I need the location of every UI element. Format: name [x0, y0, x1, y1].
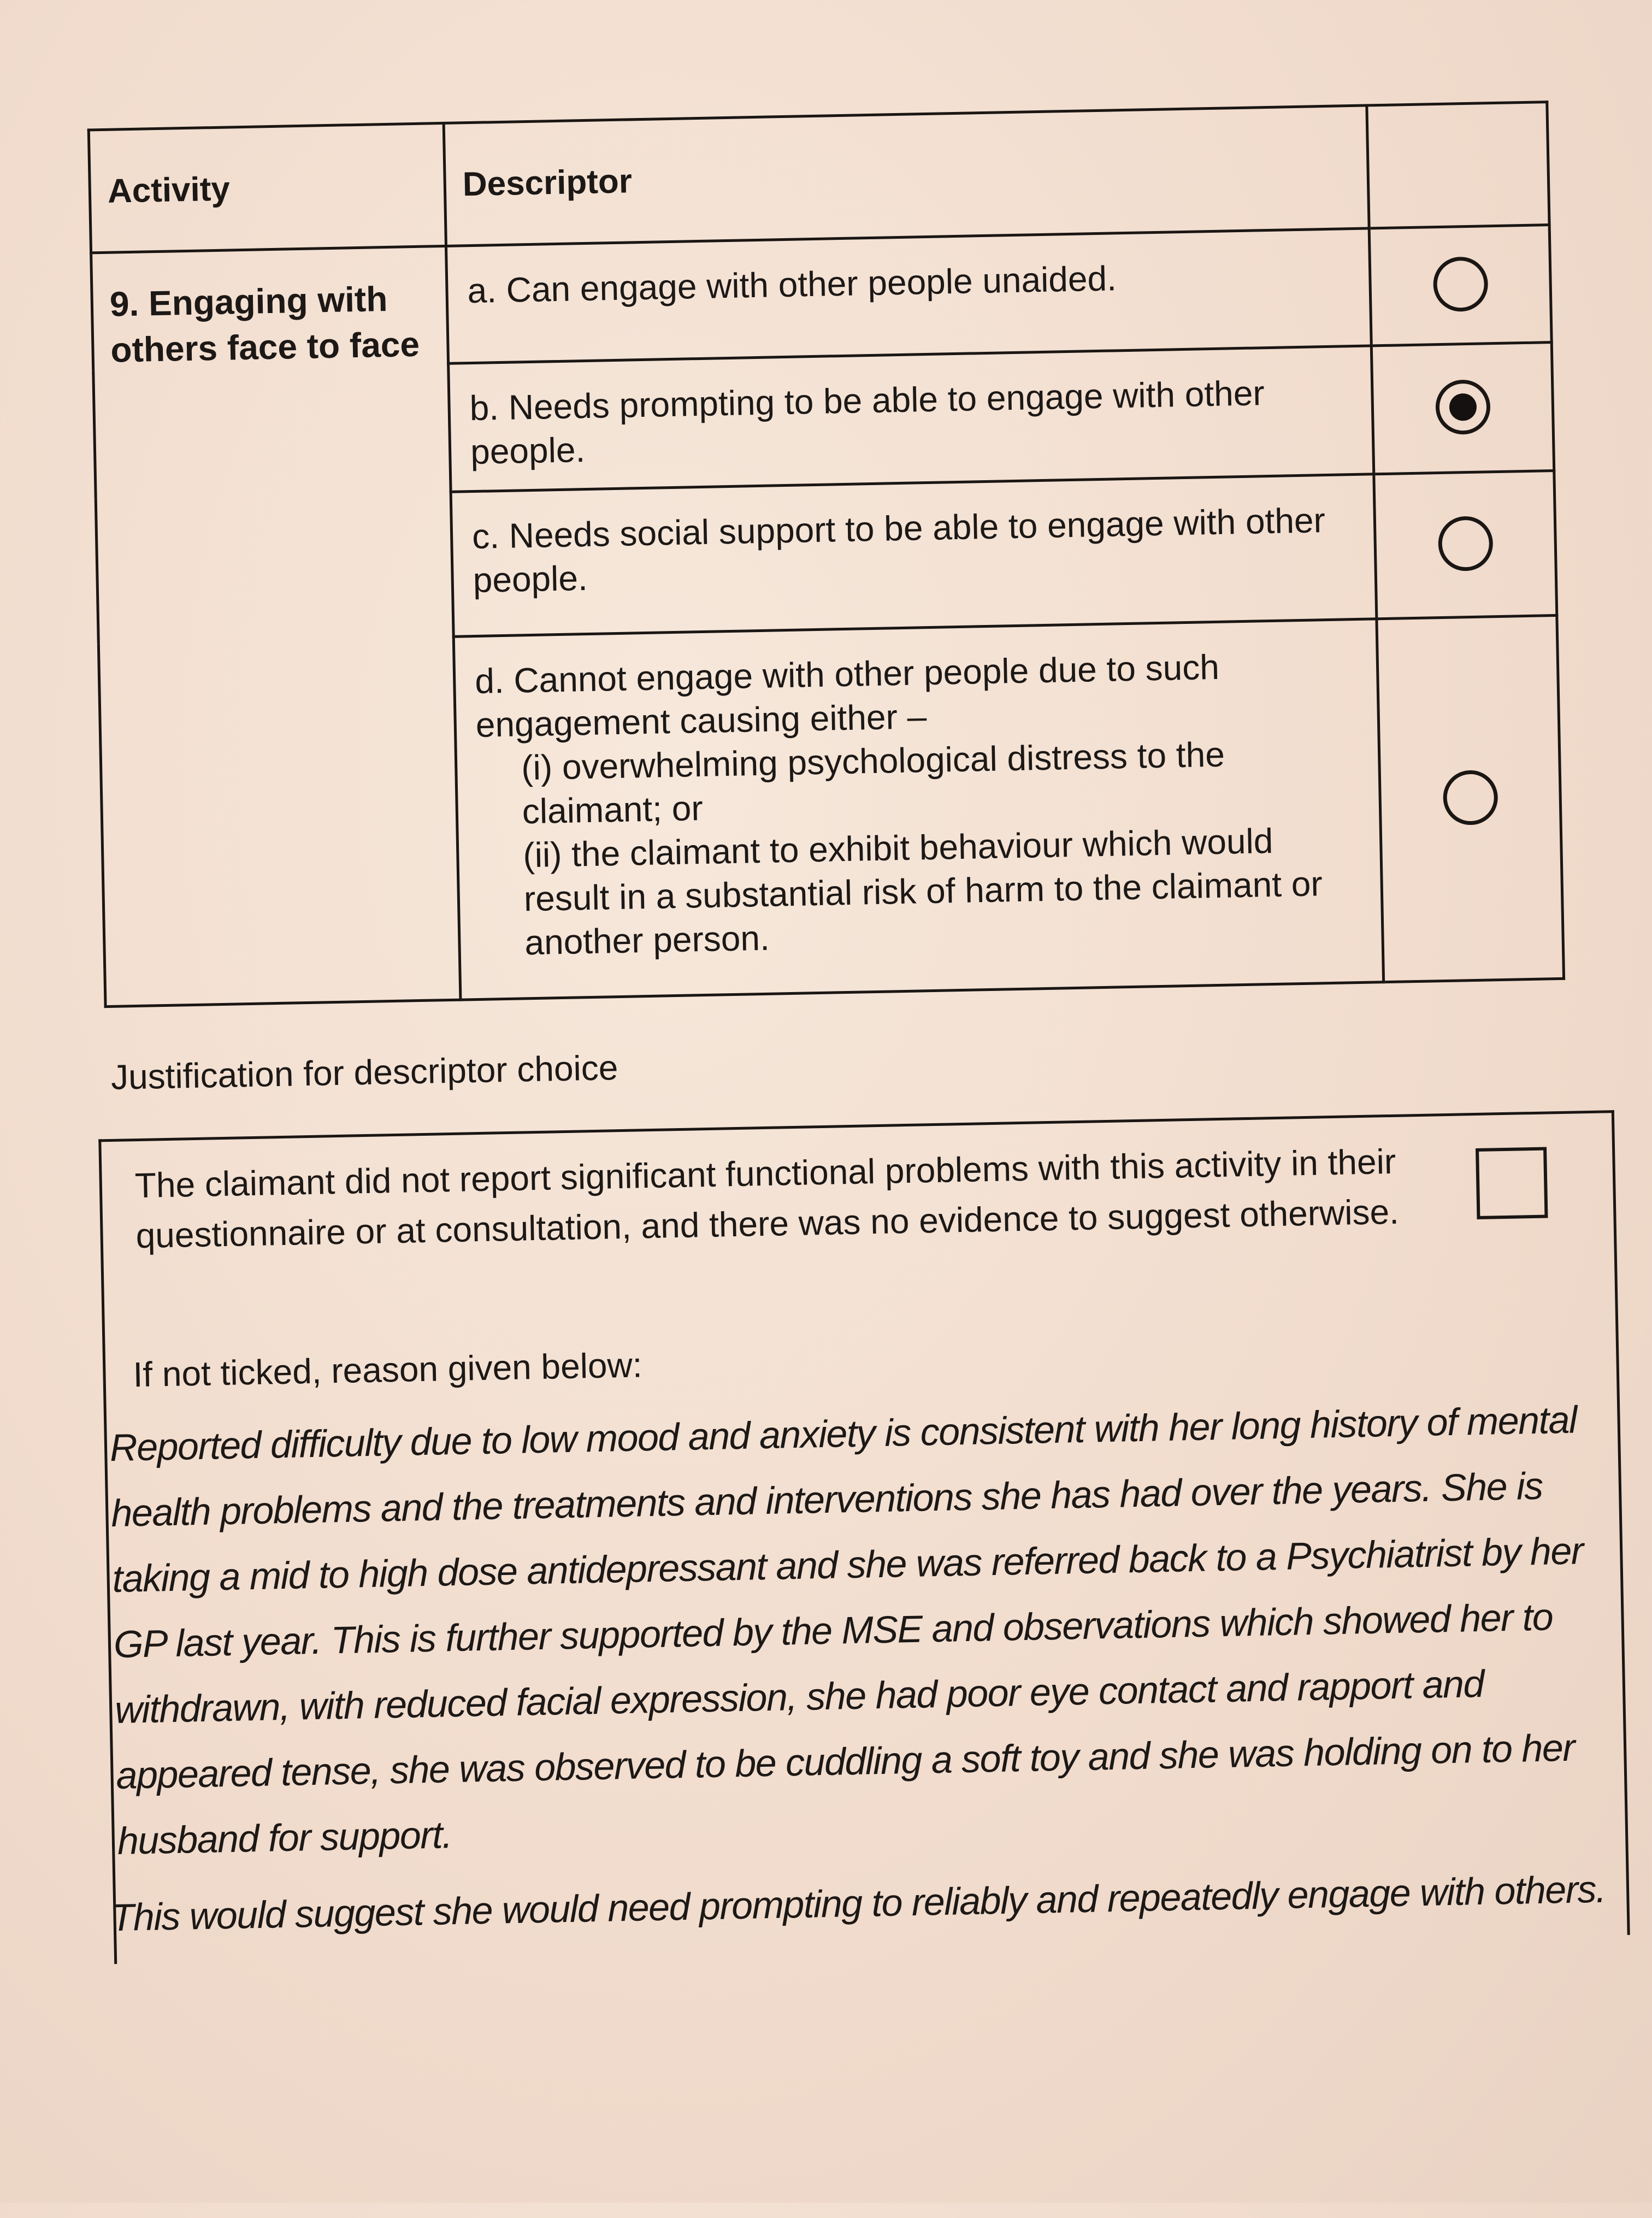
justification-label: Justification for descriptor choice: [110, 1048, 618, 1097]
descriptor-b-text: b. Needs prompting to be able to engage with other people.: [449, 346, 1374, 492]
descriptor-c-text: c. Needs social support to be able to engage with other people.: [451, 474, 1377, 636]
reason-label: If not ticked, reason given below:: [132, 1345, 643, 1395]
descriptor-column-header: Descriptor: [444, 105, 1369, 246]
descriptor-d-cell: [453, 619, 1383, 1000]
descriptor-d-sub-item-ii: (ii) the claimant to exhibit behaviour which would result in a substantial risk of harm to the claimant or another person.: [522, 821, 1323, 963]
descriptor-d-select-cell: [1377, 615, 1564, 982]
descriptor-d-sub-item-i: (i) overwhelming psychological distress to the claimant; or: [521, 734, 1225, 831]
descriptor-d-text: d. Cannot engage with other people due to such engagement causing either –: [474, 647, 1220, 745]
descriptor-a-radio[interactable]: [1432, 256, 1488, 312]
descriptor-a-text: a. Can engage with other people unaided.: [446, 228, 1371, 363]
no-problems-checkbox[interactable]: [1476, 1147, 1548, 1219]
descriptor-d-radio[interactable]: [1442, 770, 1498, 825]
no-problems-statement: The claimant did not report significant functional problems with this activity in their questionnaire or at consultation, and there was no evidence to suggest otherwise.: [134, 1141, 1400, 1256]
activity-name: 9. Engaging with others face to face: [91, 246, 461, 1006]
justification-box: [98, 1110, 1630, 1964]
descriptor-table: [87, 101, 1565, 1008]
activity-column-header: Activity: [88, 123, 446, 252]
descriptor-c-radio[interactable]: [1437, 516, 1493, 571]
selection-column-header: [1367, 102, 1549, 228]
descriptor-b-radio[interactable]: [1435, 379, 1491, 435]
descriptor-a-select-cell: [1369, 225, 1551, 346]
conclusion-text: This would suggest she would need prompting to reliably and repeatedly engage with others.: [110, 1867, 1606, 1939]
descriptor-b-select-cell: [1371, 343, 1554, 474]
reason-text: Reported difficulty due to low mood and anxiety is consistent with her long history of mental health problems and the treatments and interventions she has had over the years. She is taking a mid to high dose antidepressant and she was referred back to a Psychiatrist by her GP last year. This is further supported by the MSE and observations which showed her to withdrawn, with reduced facial expression, she had poor eye contact and rapport and appeared tense, she was observed to be cuddling a soft toy and she was holding on to her husband for support.: [109, 1398, 1584, 1862]
descriptor-c-select-cell: [1374, 471, 1557, 619]
